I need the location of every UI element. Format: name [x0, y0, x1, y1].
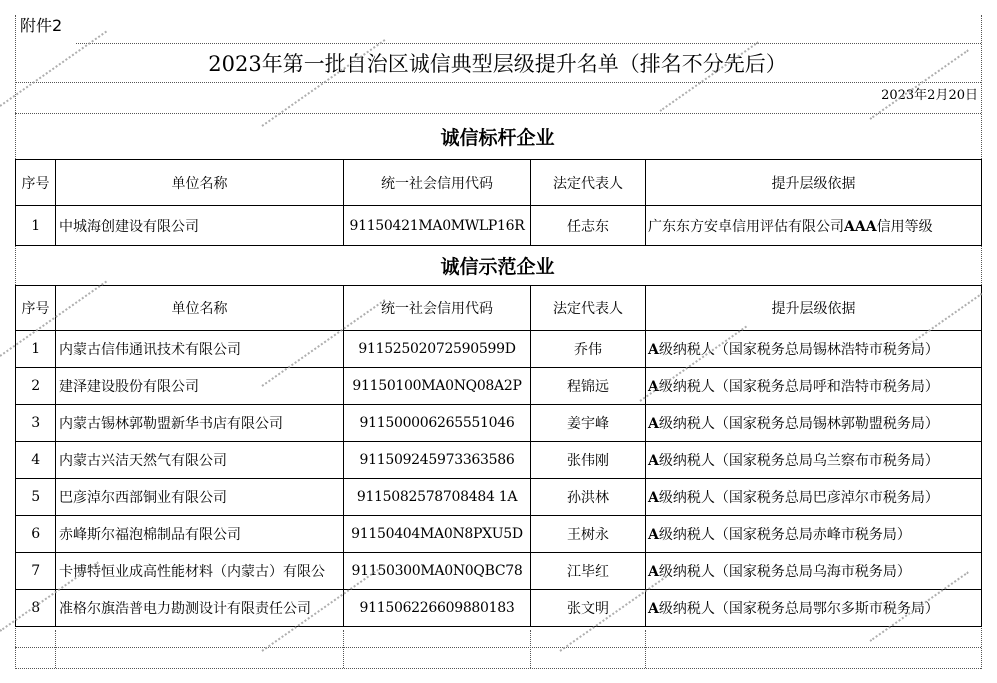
cell-index: 3	[16, 405, 56, 442]
page-gridline	[343, 630, 344, 668]
basis-text: 级纳税人（国家税务总局巴彦淖尔市税务局）	[658, 490, 939, 506]
basis-text: 级纳税人（国家税务总局锡林郭勒盟税务局）	[658, 416, 939, 432]
cell-index: 4	[16, 442, 56, 479]
basis-rating: A	[648, 453, 659, 469]
page-gridline	[15, 647, 981, 648]
cell-credit-code: 9115082578708484 1A	[344, 479, 531, 516]
page-gridline	[530, 630, 531, 668]
cell-representative: 姜宇峰	[531, 405, 646, 442]
page-gridline	[76, 43, 981, 44]
cell-credit-code: 91150100MA0NQ08A2P	[344, 368, 531, 405]
basis-rating: A	[648, 601, 659, 617]
cell-representative: 张伟刚	[531, 442, 646, 479]
cell-basis	[646, 206, 982, 246]
cell-basis	[646, 553, 982, 590]
cell-index: 5	[16, 479, 56, 516]
cell-basis	[646, 442, 982, 479]
column-header-basis: 提升层级依据	[646, 160, 982, 206]
cell-company-name: 卡博特恒业成高性能材料（内蒙古）有限公	[56, 553, 344, 590]
cell-credit-code: 911506226609880183	[344, 590, 531, 627]
cell-basis	[646, 516, 982, 553]
cell-representative: 孙洪林	[531, 479, 646, 516]
page-gridline	[645, 630, 646, 668]
cell-basis	[646, 479, 982, 516]
column-header-code: 统一社会信用代码	[344, 286, 531, 331]
cell-credit-code: 91150421MA0MWLP16R	[344, 206, 531, 246]
basis-rating: A	[648, 342, 659, 358]
cell-company-name: 内蒙古信伟通讯技术有限公司	[56, 331, 344, 368]
basis-rating: A	[648, 379, 659, 395]
cell-credit-code: 911500006265551046	[344, 405, 531, 442]
cell-basis	[646, 368, 982, 405]
table-row	[16, 479, 982, 516]
column-header-name: 单位名称	[56, 160, 344, 206]
basis-text: 级纳税人（国家税务总局赤峰市税务局）	[658, 527, 911, 543]
cell-representative: 程锦远	[531, 368, 646, 405]
basis-text: 信用等级	[876, 218, 933, 235]
attachment-label: 附件2	[20, 16, 63, 35]
cell-company-name: 内蒙古兴洁天然气有限公司	[56, 442, 344, 479]
page-gridline	[15, 82, 981, 83]
column-header-index: 序号	[16, 286, 56, 331]
basis-text: 级纳税人（国家税务总局乌兰察布市税务局）	[658, 453, 939, 469]
cell-basis	[646, 405, 982, 442]
cell-credit-code: 911509245973363586	[344, 442, 531, 479]
cell-representative: 乔伟	[531, 331, 646, 368]
page-gridline	[55, 630, 56, 668]
table-row	[16, 590, 982, 627]
document-date: 2023年2月20日	[881, 88, 978, 103]
table-row	[16, 442, 982, 479]
cell-index: 6	[16, 516, 56, 553]
section-title-benchmark: 诚信标杆企业	[440, 127, 555, 149]
column-header-code: 统一社会信用代码	[344, 160, 531, 206]
table-row	[16, 206, 982, 246]
cell-representative: 张文明	[531, 590, 646, 627]
table-row	[16, 405, 982, 442]
column-header-index: 序号	[16, 160, 56, 206]
benchmark-table	[15, 159, 982, 246]
cell-index: 1	[16, 206, 56, 246]
document-title: 2023年第一批自治区诚信典型层级提升名单（排名不分先后）	[208, 52, 787, 76]
section-title-demonstration: 诚信示范企业	[440, 256, 555, 278]
basis-rating: A	[648, 490, 659, 506]
basis-text: 级纳税人（国家税务总局锡林浩特市税务局）	[658, 342, 939, 358]
table-header-row	[16, 160, 982, 206]
table-row	[16, 368, 982, 405]
basis-text: 级纳税人（国家税务总局鄂尔多斯市税务局）	[658, 601, 939, 617]
table-row	[16, 553, 982, 590]
cell-credit-code: 91150404MA0N8PXU5D	[344, 516, 531, 553]
cell-company-name: 赤峰斯尔福泡棉制品有限公司	[56, 516, 344, 553]
cell-index: 8	[16, 590, 56, 627]
cell-basis	[646, 590, 982, 627]
basis-text: 级纳税人（国家税务总局呼和浩特市税务局）	[658, 379, 939, 395]
table-header-row	[16, 286, 982, 331]
page-gridline	[15, 668, 981, 669]
basis-text: 级纳税人（国家税务总局乌海市税务局）	[658, 564, 911, 580]
column-header-representative: 法定代表人	[531, 286, 646, 331]
column-header-name: 单位名称	[56, 286, 344, 331]
cell-index: 2	[16, 368, 56, 405]
basis-rating: AAA	[844, 218, 877, 235]
cell-representative: 王树永	[531, 516, 646, 553]
cell-company-name: 准格尔旗浩普电力勘测设计有限责任公司	[56, 590, 344, 627]
cell-credit-code: 91150300MA0N0QBC78	[344, 553, 531, 590]
demonstration-table	[15, 285, 982, 627]
cell-index: 7	[16, 553, 56, 590]
column-header-representative: 法定代表人	[531, 160, 646, 206]
basis-rating: A	[648, 564, 659, 580]
cell-representative: 任志东	[531, 206, 646, 246]
basis-rating: A	[648, 527, 659, 543]
cell-credit-code: 91152502072590599D	[344, 331, 531, 368]
cell-company-name: 建泽建设股份有限公司	[56, 368, 344, 405]
cell-company-name: 巴彦淖尔西部铜业有限公司	[56, 479, 344, 516]
table-row	[16, 331, 982, 368]
column-header-basis: 提升层级依据	[646, 286, 982, 331]
basis-rating: A	[648, 416, 659, 432]
cell-index: 1	[16, 331, 56, 368]
cell-company-name: 内蒙古锡林郭勒盟新华书店有限公司	[56, 405, 344, 442]
basis-text: 广东东方安卓信用评估有限公司	[648, 218, 844, 235]
page-gridline	[15, 113, 981, 114]
table-row	[16, 516, 982, 553]
cell-representative: 江毕红	[531, 553, 646, 590]
cell-company-name: 中城海创建设有限公司	[56, 206, 344, 246]
